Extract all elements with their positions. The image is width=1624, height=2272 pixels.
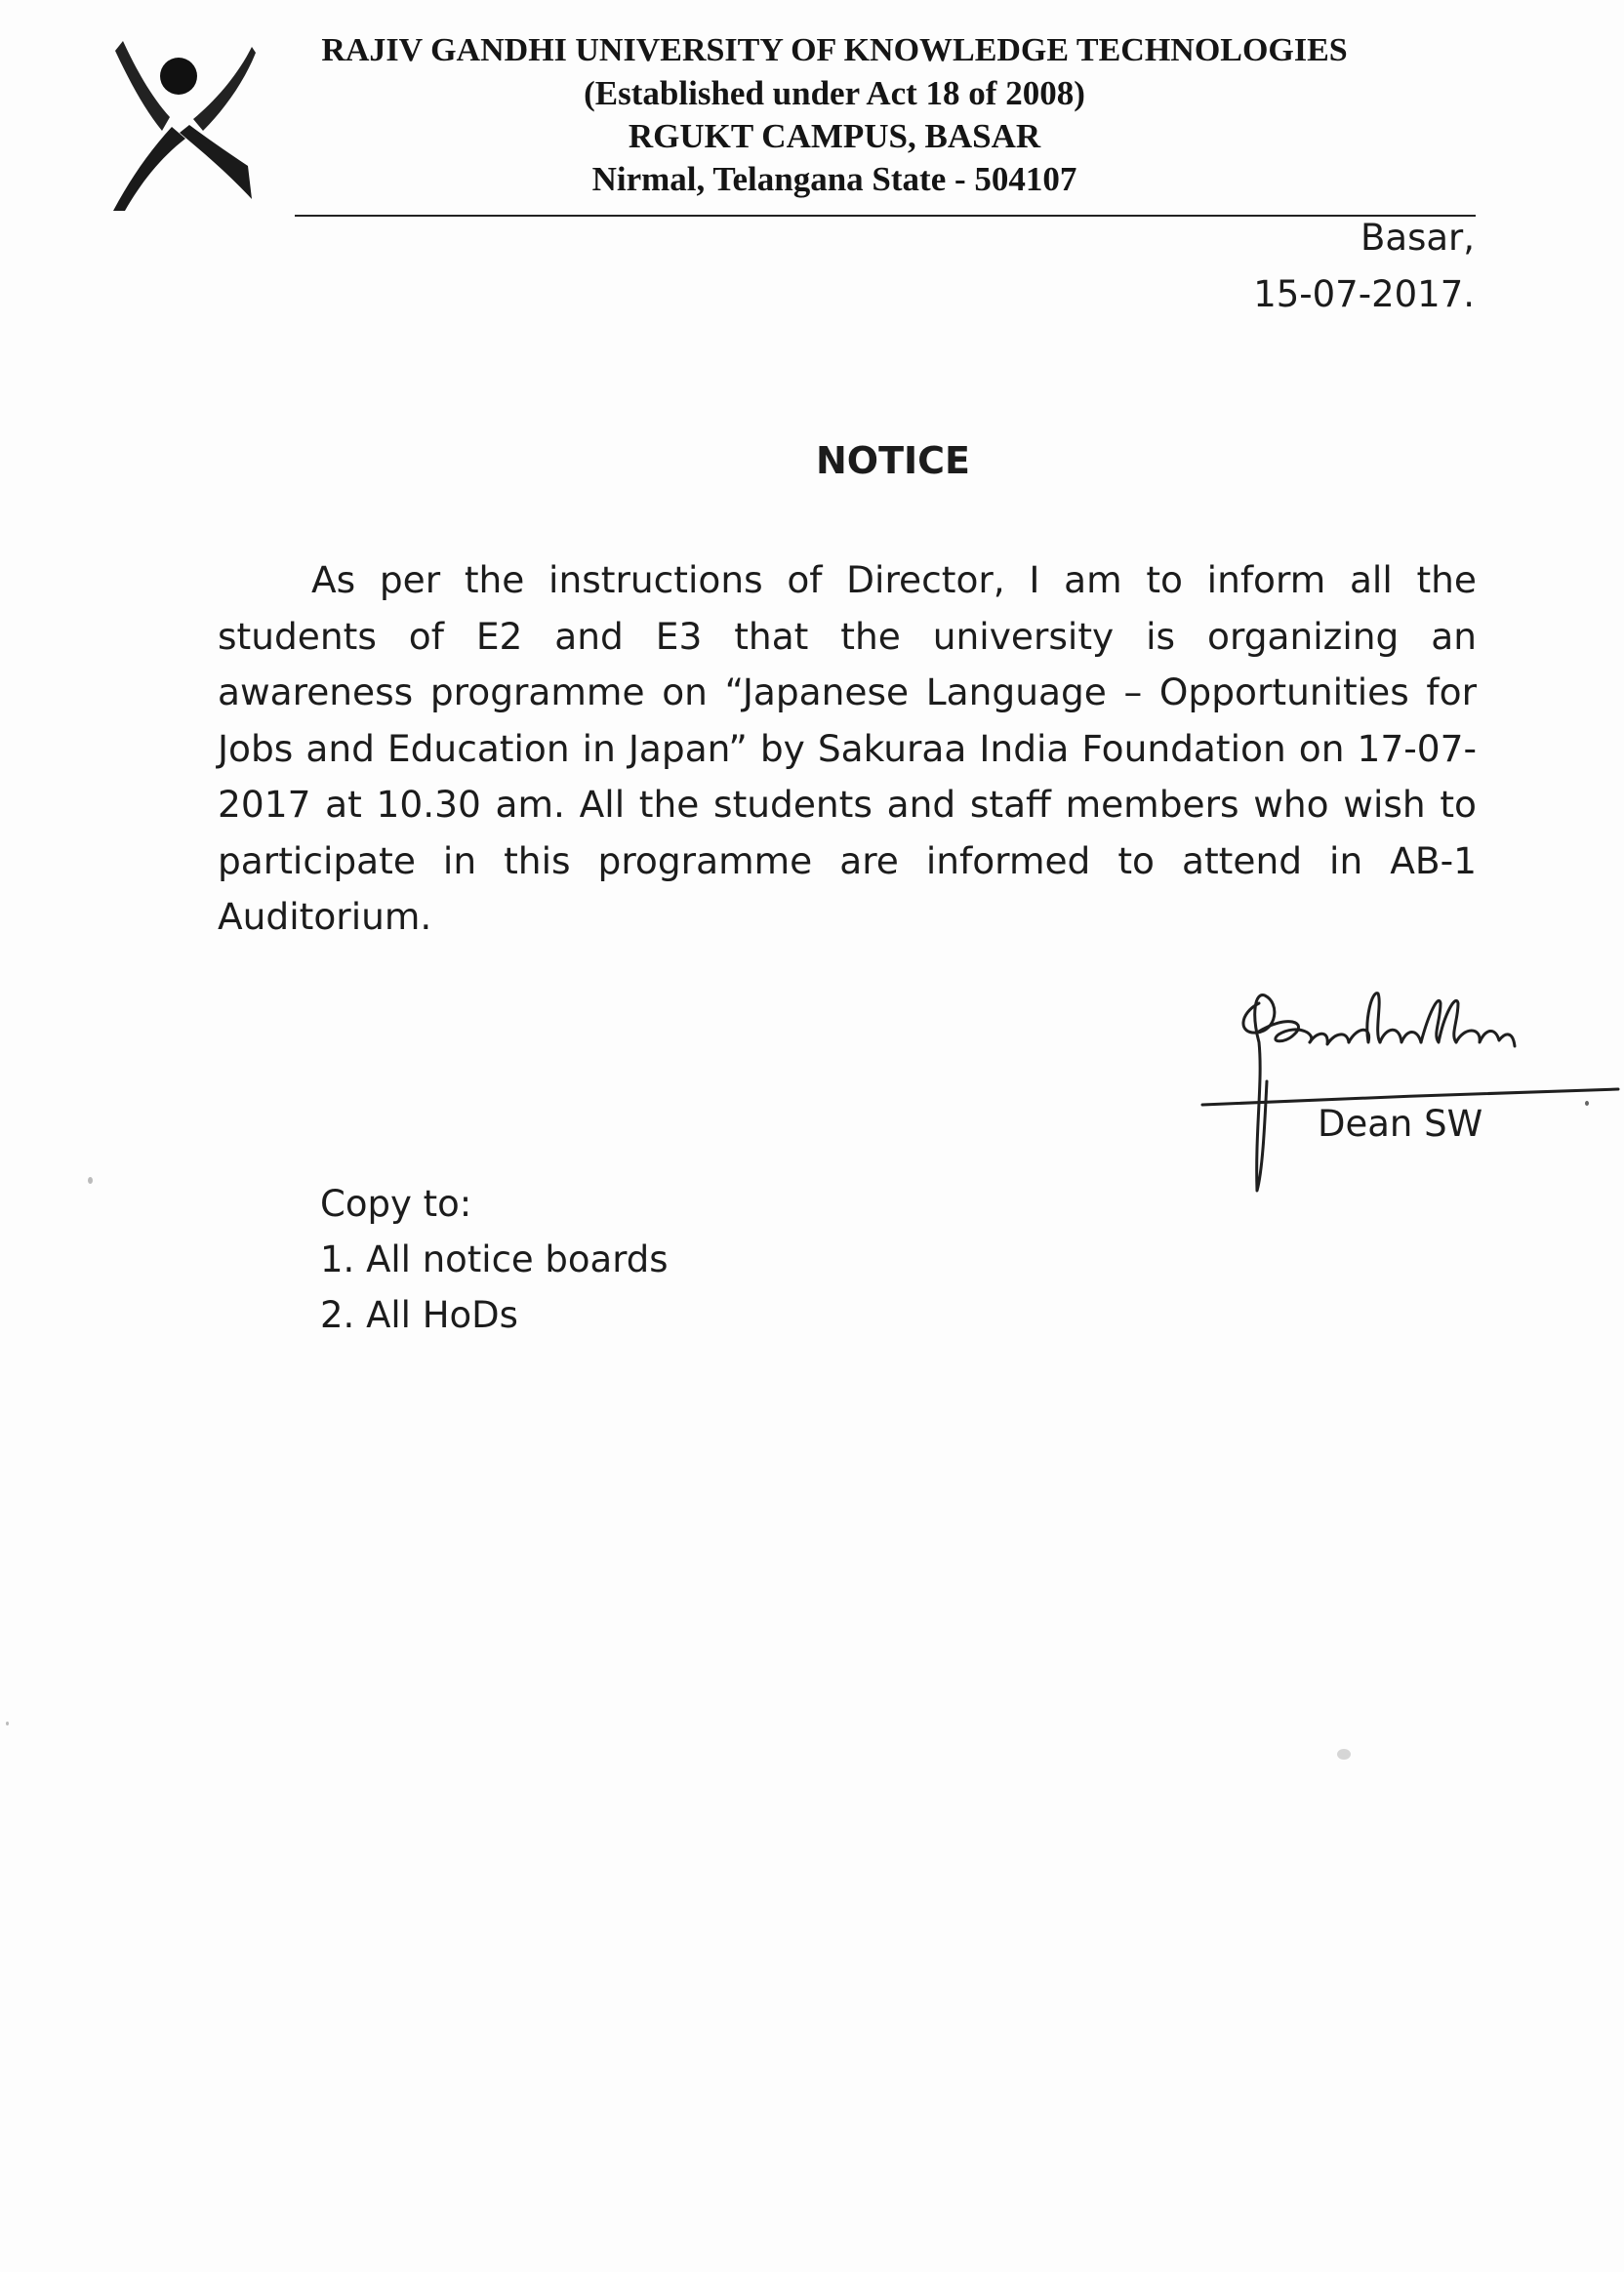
notice-title: NOTICE bbox=[815, 439, 970, 482]
place-date-block bbox=[1253, 210, 1475, 323]
letterhead bbox=[293, 29, 1376, 201]
scan-speck bbox=[1585, 1101, 1589, 1106]
copy-to-block bbox=[320, 1176, 669, 1343]
list-item: 2. All HoDs bbox=[320, 1294, 518, 1336]
establishment-line: (Established under Act 18 of 2008) bbox=[584, 74, 1085, 112]
copy-to-list bbox=[320, 1232, 669, 1343]
logo-arm-left bbox=[115, 41, 170, 131]
address-line: Nirmal, Telangana State - 504107 bbox=[591, 160, 1077, 198]
date: 15-07-2017. bbox=[1253, 273, 1475, 315]
scan-speck bbox=[1337, 1749, 1351, 1760]
copy-to-heading: Copy to: bbox=[320, 1183, 472, 1225]
university-name: RAJIV GANDHI UNIVERSITY OF KNOWLEDGE TECHNOLOGIES bbox=[321, 32, 1348, 68]
logo-leg-right bbox=[180, 125, 252, 199]
signature-icon bbox=[1200, 974, 1620, 1198]
logo-head bbox=[160, 58, 197, 95]
scan-speck bbox=[88, 1177, 93, 1184]
logo-arm-right bbox=[193, 47, 256, 131]
place: Basar, bbox=[1360, 217, 1475, 259]
list-item: 1. All notice boards bbox=[320, 1238, 669, 1280]
logo-leg-left bbox=[113, 127, 185, 211]
notice-body: As per the instructions of Director, I am to inform all the students of E2 and E3 that the university is organizing an awareness programme on “Japanese Language – Opportunities for Jobs and Education in Japan” by Sakuraa India Foundation on 17-07-2017 at 10.30 am. All the students and staff members who wish to participate in this programme are informed to attend in AB-1 Auditorium. bbox=[218, 558, 1477, 938]
campus-line: RGUKT CAMPUS, BASAR bbox=[628, 117, 1041, 155]
university-logo-icon bbox=[109, 37, 256, 211]
scan-speck bbox=[6, 1722, 9, 1725]
signatory-designation: Dean SW bbox=[1318, 1103, 1483, 1145]
